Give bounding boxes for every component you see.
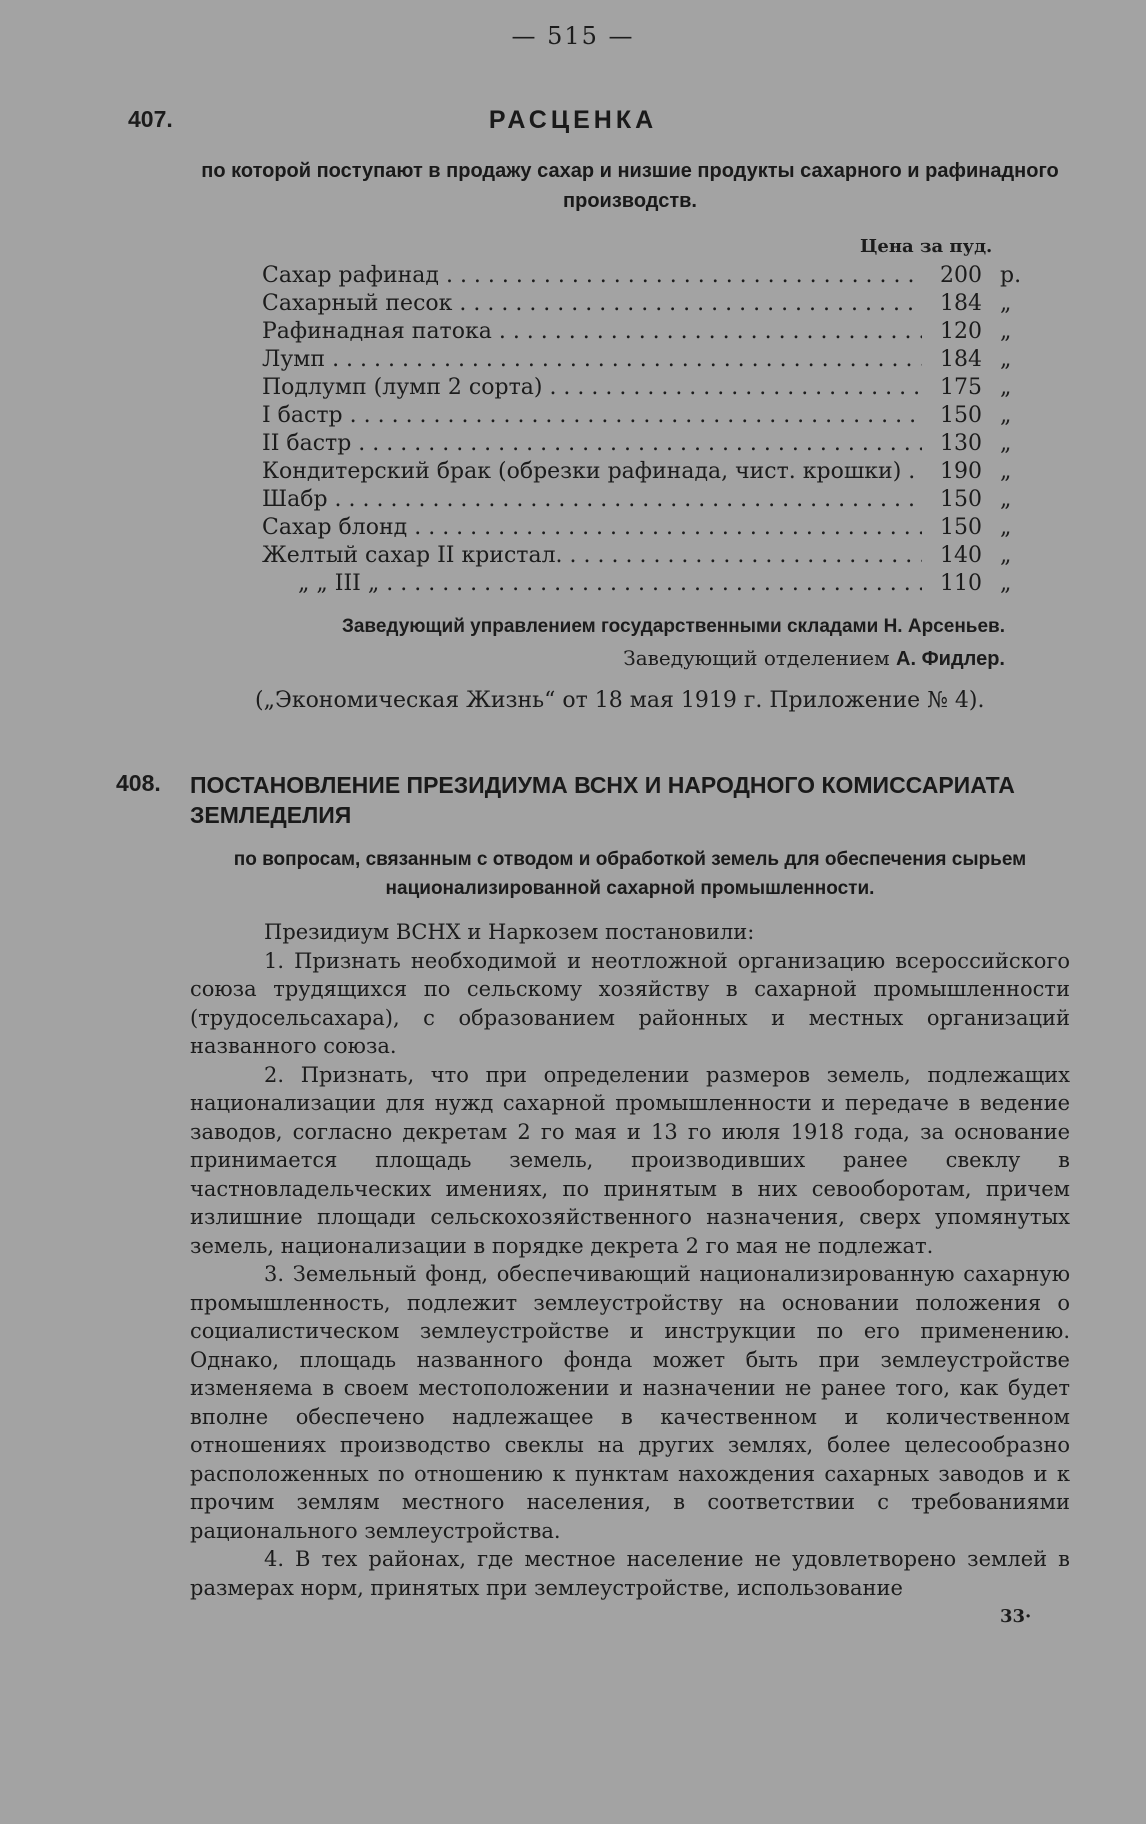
price-row bbox=[262, 402, 1022, 430]
paragraph-intro: Президиум ВСНХ и Наркозем постановили: bbox=[264, 920, 755, 944]
price-list bbox=[262, 262, 1022, 598]
price-row bbox=[262, 430, 1022, 458]
price-row bbox=[262, 346, 1022, 374]
document-number-408: 408. bbox=[116, 770, 161, 796]
item-price: 150 bbox=[940, 487, 982, 512]
item-unit: р. bbox=[1000, 263, 1022, 288]
item-unit: „ bbox=[1000, 319, 1012, 344]
price-row bbox=[262, 262, 1022, 290]
item-unit: „ bbox=[1000, 347, 1012, 372]
item-name: I бастр . . . bbox=[262, 402, 922, 430]
item-price: 184 bbox=[940, 347, 982, 372]
resolution-body bbox=[190, 918, 1070, 1602]
resolution-title: ПОСТАНОВЛЕНИЕ ПРЕЗИДИУМА ВСНХ И НАРОДНОГО КОМИССАРИАТА ЗЕМЛЕДЕЛИЯ bbox=[190, 772, 1015, 828]
signature-warehouse-head: Заведующий управлением государственными складами Н. Арсеньев. bbox=[341, 616, 1005, 637]
item-name: Рафинадная патока . . . bbox=[262, 318, 922, 346]
document-subtitle: по которой поступают в продажу сахар и низшие продукты сахарного и рафинадного производств. bbox=[201, 160, 1059, 212]
item-unit: „ bbox=[1000, 543, 1012, 568]
item-price: 184 bbox=[940, 291, 982, 316]
item-name: Кондитерский брак (обрезки рафинада, чист. крошки) . . . bbox=[262, 458, 922, 486]
price-row bbox=[262, 514, 1022, 542]
source-citation: („Экономическая Жизнь“ от 18 мая 1919 г. Приложение № 4). bbox=[255, 688, 985, 713]
item-unit: „ bbox=[1000, 515, 1012, 540]
item-price: 130 bbox=[940, 431, 982, 456]
item-name: II бастр . . . bbox=[262, 430, 922, 458]
signature-name: А. Фидлер. bbox=[896, 648, 1005, 670]
item-price: 110 bbox=[940, 571, 982, 596]
item-unit: „ bbox=[1000, 403, 1012, 428]
paragraph-3: 3. Земельный фонд, обеспечивающий национализированную сахарную промышленность, подлежит землеустройству на основании положения о социалистическом землеустройстве и инструкции по его применению. Однако, площадь названного фонда может быть при землеустройстве изменяема в своем местоположении и назначении не ранее того, как будет вполне обеспечено надлежащее в качественном и количественном отношениях производство свеклы на других землях, более целесообразно расположенных по отношению к пунктам нахождения сахарных заводов и к прочим землям местного населения, в соответствии с требованиями рационального землеустройства. bbox=[190, 1262, 1070, 1543]
item-unit: „ bbox=[1000, 571, 1012, 596]
paragraph-4: 4. В тех районах, где местное население не удовлетворено землей в размерах норм, принятых при землеустройстве, использование bbox=[190, 1547, 1070, 1600]
item-unit: „ bbox=[1000, 459, 1012, 484]
document-number-407: 407. bbox=[128, 106, 173, 132]
price-row bbox=[262, 542, 1022, 570]
item-price: 175 bbox=[940, 375, 982, 400]
item-unit: „ bbox=[1000, 375, 1012, 400]
item-name: Сахарный песок . . . bbox=[262, 290, 922, 318]
page-number: — 515 — bbox=[511, 22, 635, 50]
item-name: Шабр . . . bbox=[262, 486, 922, 514]
item-price: 150 bbox=[940, 403, 982, 428]
item-name: „ „ III „ . . . bbox=[262, 570, 922, 598]
price-column-header: Цена за пуд. bbox=[860, 236, 993, 257]
price-row bbox=[262, 458, 1022, 486]
resolution-subtitle: по вопросам, связанным с отводом и обработкой земель для обеспечения сырьем национализированной сахарной промышленности. bbox=[233, 849, 1027, 899]
paragraph-1: 1. Признать необходимой и неотложной организацию всероссийского союза трудящихся по сельскому хозяйству в сахарной промышленности (трудосельсахара), с образованием районных и местных организаций названного союза. bbox=[190, 948, 1070, 1058]
signature-title: Заведующий отделением bbox=[623, 646, 890, 670]
paragraph-2: 2. Признать, что при определении размеров земель, подлежащих национализации для нужд сахарной промышленности и передаче в ведение заводов, согласно декретам 2 го мая и 13 го июля 1918 года, за основание принимается площадь земель, производивших ранее свеклу в частновладельческих имениях, по принятым в них севооборотам, причем излишние площади сельскохозяйственного назначения, сверх упомянутых земель, национализации в порядке декрета 2 го мая не подлежат. bbox=[190, 1062, 1070, 1258]
signature-department-head bbox=[190, 646, 1005, 671]
item-price: 150 bbox=[940, 515, 982, 540]
item-unit: „ bbox=[1000, 431, 1012, 456]
price-row bbox=[262, 318, 1022, 346]
price-row bbox=[262, 570, 1022, 598]
item-unit: „ bbox=[1000, 291, 1012, 316]
item-name: Лумп . . . bbox=[262, 346, 922, 374]
item-name: Желтый сахар II кристал. . . . bbox=[262, 542, 922, 570]
item-name: Сахар рафинад . . . bbox=[262, 262, 922, 290]
item-price: 200 bbox=[940, 263, 982, 288]
signature-mark: 33· bbox=[1000, 1606, 1032, 1627]
price-row bbox=[262, 290, 1022, 318]
item-name: Подлумп (лумп 2 сорта) . . . bbox=[262, 374, 922, 402]
item-name: Сахар блонд . . . bbox=[262, 514, 922, 542]
price-row bbox=[262, 374, 1022, 402]
item-price: 120 bbox=[940, 319, 982, 344]
item-price: 140 bbox=[940, 543, 982, 568]
document-title-rascenka: РАСЦЕНКА bbox=[488, 106, 658, 134]
item-price: 190 bbox=[940, 459, 982, 484]
price-row bbox=[262, 486, 1022, 514]
item-unit: „ bbox=[1000, 487, 1012, 512]
